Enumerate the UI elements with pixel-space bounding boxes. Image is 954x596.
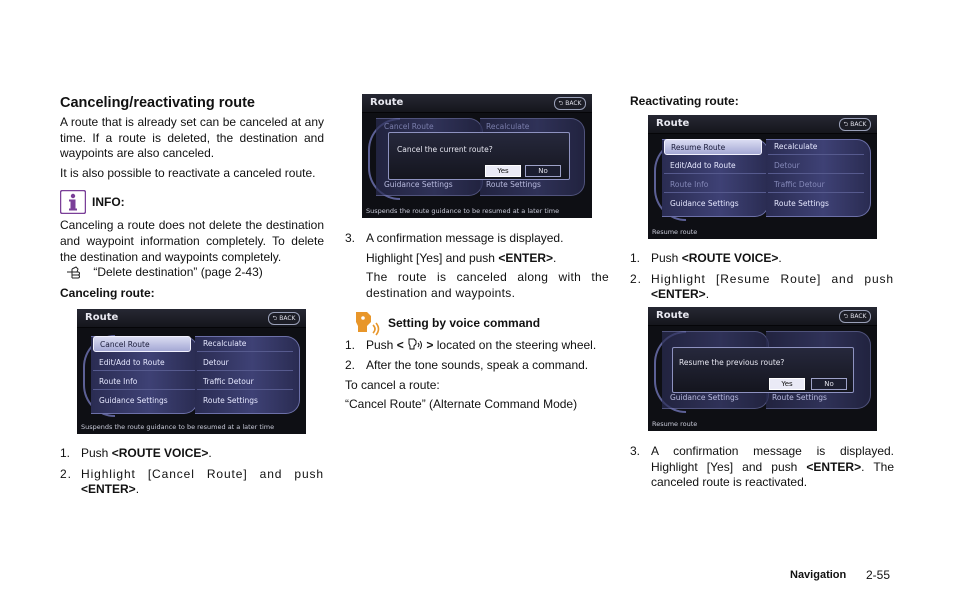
screen-title: Route bbox=[656, 310, 690, 321]
middle-step-3-note: The route is canceled along with the destination and waypoints. bbox=[366, 270, 609, 300]
info-label: INFO: bbox=[92, 194, 125, 209]
screen-footer: Resume route bbox=[652, 420, 698, 428]
right-steps-b bbox=[630, 444, 894, 491]
menu-item-guidance-settings[interactable]: Guidance Settings bbox=[670, 199, 739, 208]
menu-item-traffic-detour[interactable]: Traffic Detour bbox=[197, 374, 293, 390]
left-steps bbox=[60, 446, 324, 498]
menu-item-edit-add-route[interactable]: Edit/Add to Route bbox=[664, 158, 766, 174]
left-step-2: 2. Highlight [Cancel Route] and push <ENTER>. bbox=[60, 466, 324, 497]
screen-title: Route bbox=[656, 118, 690, 129]
screen-header bbox=[77, 309, 306, 328]
canceling-heading: Canceling route: bbox=[60, 285, 155, 300]
screen-header bbox=[648, 115, 877, 134]
menu-item-resume-route[interactable]: Resume Route bbox=[664, 139, 762, 155]
footer-page-number: 2-55 bbox=[866, 568, 891, 582]
intro-paragraph-2: It is also possible to reactivate a canceled route. bbox=[60, 165, 316, 180]
menu-item-route-info: Route Info bbox=[664, 177, 766, 193]
screen-cancel-dialog bbox=[362, 94, 592, 218]
dim-item-route-settings: Route Settings bbox=[772, 393, 827, 402]
left-column bbox=[60, 94, 324, 301]
info-ref-line bbox=[60, 265, 324, 281]
menu-item-guidance-settings[interactable]: Guidance Settings bbox=[99, 396, 168, 405]
back-button[interactable]: ⮌ BACK bbox=[839, 310, 871, 323]
no-button[interactable]: No bbox=[525, 165, 561, 177]
dim-item-guidance-settings: Guidance Settings bbox=[670, 393, 739, 402]
back-button[interactable]: ⮌ BACK bbox=[839, 118, 871, 131]
right-step-3: 3. A confirmation message is displayed. Highlight [Yes] and push <ENTER>. The canceled route is reactivated. bbox=[630, 444, 894, 490]
menu-item-detour[interactable]: Detour bbox=[197, 355, 293, 371]
screen-footer: Suspends the route guidance to be resumed at a later time bbox=[366, 207, 560, 215]
section-title: Canceling/reactivating route bbox=[60, 95, 255, 111]
menu-item-recalculate[interactable]: Recalculate bbox=[197, 336, 293, 352]
screen-resume-dialog bbox=[648, 307, 877, 431]
screen-header bbox=[648, 307, 877, 326]
dialog-question: Cancel the current route? bbox=[397, 145, 493, 154]
to-cancel-label: To cancel a route: bbox=[345, 377, 440, 392]
dim-item-recalculate: Recalculate bbox=[486, 122, 530, 131]
screen-header bbox=[362, 94, 592, 113]
back-button[interactable]: ⮌ BACK bbox=[268, 312, 300, 325]
info-reference: “Delete destination” (page 2-43) bbox=[93, 265, 263, 280]
intro-paragraph: A route that is already set can be canceled at any time. If a route is deleted, the destination and waypoints are also canceled. bbox=[60, 115, 324, 161]
screen-resume-menu bbox=[648, 115, 877, 239]
screen-footer: Resume route bbox=[652, 228, 698, 236]
dim-item-guidance-settings: Guidance Settings bbox=[384, 180, 453, 189]
right-step-2: 2. Highlight [Resume Route] and push <ENTER>. bbox=[630, 271, 894, 302]
voice-step-1: 1. Push < > located on the steering wheel. bbox=[345, 338, 597, 353]
menu-item-route-settings[interactable]: Route Settings bbox=[203, 396, 258, 405]
right-steps-a bbox=[630, 251, 894, 303]
menu-item-route-info[interactable]: Route Info bbox=[93, 374, 195, 390]
no-button[interactable]: No bbox=[811, 378, 847, 390]
voice-heading: Setting by voice command bbox=[388, 315, 541, 330]
info-text: Canceling a route does not delete the destination and waypoint information completely. To delete the destination and waypoints completely. bbox=[60, 218, 324, 264]
footer-section-name: Navigation bbox=[790, 569, 847, 581]
talk-switch-icon bbox=[407, 338, 423, 350]
middle-step-3: 3. A confirmation message is displayed. bbox=[345, 231, 564, 245]
confirm-dialog bbox=[388, 132, 570, 180]
screen-title: Route bbox=[85, 312, 119, 323]
dim-item-route-settings: Route Settings bbox=[486, 180, 541, 189]
right-step-1: 1. Push <ROUTE VOICE>. bbox=[630, 251, 782, 265]
info-header bbox=[60, 190, 324, 214]
voice-step-2: 2. After the tone sounds, speak a command. bbox=[345, 357, 589, 372]
pointing-hand-icon bbox=[66, 266, 90, 280]
back-button[interactable]: ⮌ BACK bbox=[554, 97, 586, 110]
middle-step-3-line2: Highlight [Yes] and push <ENTER>. bbox=[366, 250, 557, 265]
confirm-dialog bbox=[672, 347, 854, 393]
menu-item-edit-add-route[interactable]: Edit/Add to Route bbox=[93, 355, 195, 371]
voice-header bbox=[345, 310, 609, 336]
voice-command-text: “Cancel Route” (Alternate Command Mode) bbox=[345, 397, 578, 412]
middle-column bbox=[345, 231, 609, 413]
screen-cancel-menu bbox=[77, 309, 306, 434]
menu-item-recalculate[interactable]: Recalculate bbox=[768, 139, 864, 155]
menu-item-detour: Detour bbox=[768, 158, 864, 174]
left-step-1: 1. Push <ROUTE VOICE>. bbox=[60, 446, 212, 460]
right-heading-block bbox=[630, 94, 894, 110]
info-icon bbox=[60, 190, 86, 214]
menu-item-route-settings[interactable]: Route Settings bbox=[774, 199, 829, 208]
screen-title: Route bbox=[370, 97, 404, 108]
screen-footer: Suspends the route guidance to be resumed at a later time bbox=[81, 423, 275, 431]
dialog-question: Resume the previous route? bbox=[679, 358, 785, 367]
menu-item-traffic-detour: Traffic Detour bbox=[768, 177, 864, 193]
dim-item-cancel-route: Cancel Route bbox=[384, 122, 434, 131]
yes-button[interactable]: Yes bbox=[769, 378, 805, 390]
reactivating-heading: Reactivating route: bbox=[630, 94, 739, 108]
voice-command-icon bbox=[353, 310, 383, 336]
menu-item-cancel-route[interactable]: Cancel Route bbox=[93, 336, 191, 352]
yes-button[interactable]: Yes bbox=[485, 165, 521, 177]
